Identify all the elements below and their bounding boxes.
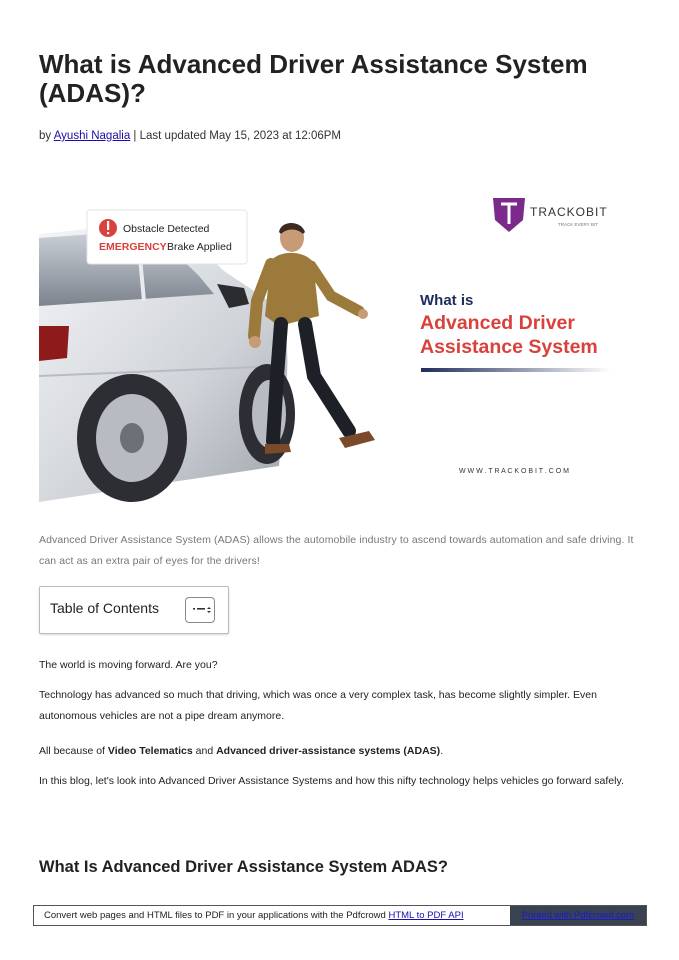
- byline: [39, 130, 341, 142]
- p3-suffix: .: [440, 745, 444, 757]
- hero-illustration: [39, 176, 639, 502]
- alert-line1: Obstacle Detected: [123, 223, 210, 235]
- p3-prefix: All because of: [39, 745, 108, 757]
- list-menu-icon: [186, 598, 214, 622]
- body-paragraph-3: [39, 741, 629, 762]
- obstacle-alert-card: [87, 210, 247, 264]
- trackobit-logo: [493, 198, 608, 232]
- body-paragraph-2: Technology has advanced so much that driving, which was once a very complex task, has become slightly simpler. Even autonomous vehicles are not a pipe dream anymore.: [39, 689, 597, 722]
- car-graphic: [39, 228, 295, 502]
- adas-bold: Advanced driver-assistance systems (ADAS): [216, 745, 441, 757]
- section-heading: What Is Advanced Driver Assistance System ADAS?: [39, 858, 448, 876]
- printed-with-pdfcrowd-link[interactable]: Printed with Pdfcrowd.com: [521, 910, 635, 921]
- toc-label: Table of Contents: [50, 600, 159, 616]
- alert-rest: Brake Applied: [167, 241, 232, 253]
- intro-paragraph: Advanced Driver Assistance System (ADAS) allows the automobile industry to ascend towards automation and safe driving. It can act as an extra pair of eyes for the drivers!: [39, 534, 634, 567]
- byline-prefix: by: [39, 130, 54, 142]
- p3-mid: and: [192, 745, 217, 757]
- body-paragraph-1: The world is moving forward. Are you?: [39, 659, 218, 671]
- footer-message: Convert web pages and HTML files to PDF in your applications with the Pdfcrowd: [44, 910, 389, 921]
- warning-icon: [99, 219, 117, 237]
- hero-heading-line1: Advanced Driver: [420, 312, 575, 334]
- hero-website: W W W . T R A C K O B I T . C O M: [459, 468, 569, 475]
- pdfcrowd-footer: [33, 905, 647, 926]
- footer-text: [44, 910, 464, 921]
- alert-emergency: EMERGENCY: [99, 241, 167, 253]
- body-paragraph-4: In this blog, let's look into Advanced Driver Assistance Systems and how this nifty technology helps vehicles go forward safely.: [39, 775, 624, 787]
- table-of-contents[interactable]: [39, 586, 229, 634]
- hero-heading-line2: Assistance System: [420, 336, 598, 358]
- toc-toggle-button[interactable]: [185, 597, 215, 623]
- hero-heading-small: What is: [420, 292, 474, 309]
- video-telematics-bold: Video Telematics: [107, 745, 193, 757]
- hero-underline: [421, 368, 611, 372]
- hero-image: [39, 176, 639, 502]
- author-link[interactable]: Ayushi Nagalia: [53, 130, 131, 142]
- html-to-pdf-link[interactable]: HTML to PDF API: [388, 910, 464, 921]
- footer-printed-box: [510, 906, 646, 925]
- article-title: What is Advanced Driver Assistance System (ADAS)?: [39, 49, 588, 108]
- byline-date: | Last updated May 15, 2023 at 12:06PM: [130, 130, 342, 142]
- brand-tagline: TRACK EVERY BIT: [558, 222, 598, 227]
- brand-name: TRACKOBIT: [530, 205, 608, 219]
